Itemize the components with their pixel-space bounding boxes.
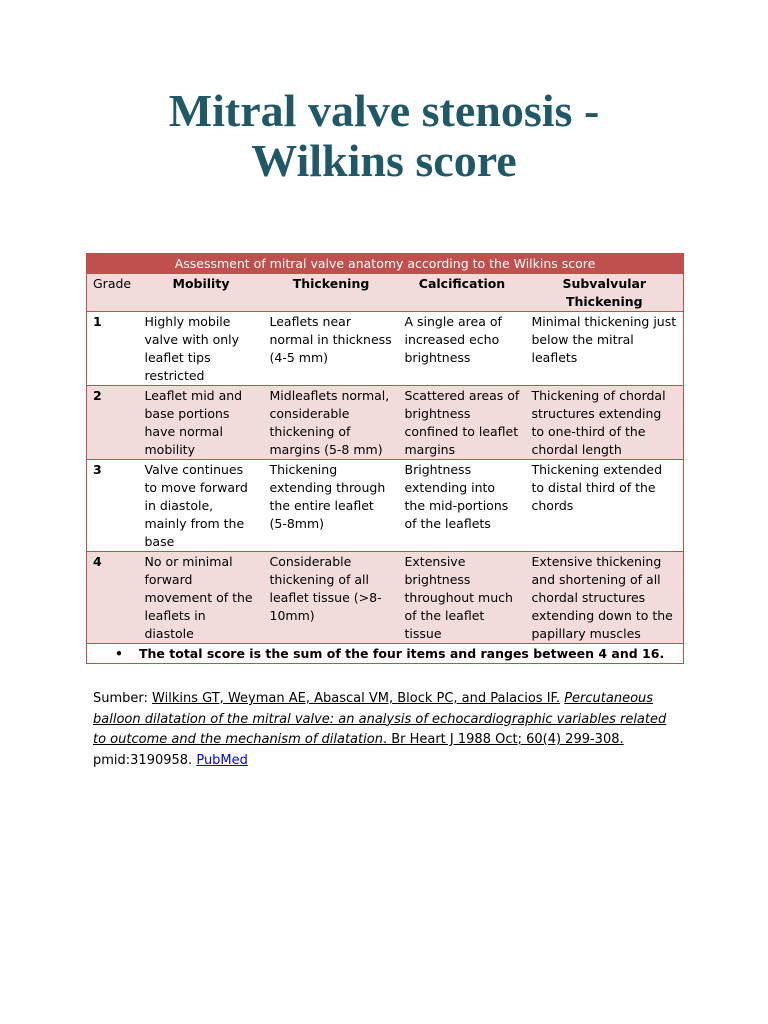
table-note-row xyxy=(87,644,684,664)
grade-cell: 4 xyxy=(87,552,139,644)
source-authors: Wilkins GT, Weyman AE, Abascal VM, Block PC, and Palacios IF. xyxy=(152,691,561,706)
source-citation xyxy=(93,689,683,771)
thickening-cell: Considerable thickening of all leaflet tissue (>8-10mm) xyxy=(264,552,399,644)
column-header-thickening: Thickening xyxy=(264,274,399,312)
calcification-cell: A single area of increased echo brightness xyxy=(399,312,526,386)
grade-cell: 3 xyxy=(87,460,139,552)
wilkins-score-table xyxy=(86,253,684,664)
thickening-cell: Midleaflets normal, considerable thickening of margins (5-8 mm) xyxy=(264,386,399,460)
subvalvular-cell: Minimal thickening just below the mitral leaflets xyxy=(526,312,684,386)
source-pmid: pmid:3190958. xyxy=(93,752,197,768)
mobility-cell: Leaflet mid and base portions have normal mobility xyxy=(139,386,264,460)
column-header-subvalvular: Subvalvular Thickening xyxy=(526,274,684,312)
table-row-grade-1 xyxy=(87,312,684,386)
total-score-note-text: The total score is the sum of the four items and ranges between 4 and 16. xyxy=(139,646,665,661)
pubmed-link[interactable]: PubMed xyxy=(196,752,248,768)
total-score-note xyxy=(87,644,684,664)
table-row-grade-3 xyxy=(87,460,684,552)
page-title xyxy=(0,86,768,186)
calcification-cell: Brightness extending into the mid-portions of the leaflets xyxy=(399,460,526,552)
mobility-cell: No or minimal forward movement of the leaflets in diastole xyxy=(139,552,264,644)
source-prefix: Sumber: xyxy=(93,691,153,706)
column-header-mobility: Mobility xyxy=(139,274,264,312)
table-row-grade-2 xyxy=(87,386,684,460)
table-header-row xyxy=(87,274,684,312)
table-caption: Assessment of mitral valve anatomy according to the Wilkins score xyxy=(87,254,684,274)
source-article-title: Percutaneous balloon dilatation of the mitral valve: an analysis of echocardiographic variables related to outcome and the mechanism of dilatation xyxy=(93,691,667,747)
subvalvular-cell: Extensive thickening and shortening of all chordal structures extending down to the papillary muscles xyxy=(526,552,684,644)
calcification-cell: Scattered areas of brightness confined to leaflet margins xyxy=(399,386,526,460)
page-title-line-2: Wilkins score xyxy=(251,135,517,186)
mobility-cell: Highly mobile valve with only leaflet tips restricted xyxy=(139,312,264,386)
source-journal: . Br Heart J 1988 Oct; 60(4) 299-308. xyxy=(382,732,624,747)
page-title-line-1: Mitral valve stenosis - xyxy=(168,85,600,136)
thickening-cell: Thickening extending through the entire leaflet (5-8mm) xyxy=(264,460,399,552)
subvalvular-cell: Thickening extended to distal third of the chords xyxy=(526,460,684,552)
table-row-grade-4 xyxy=(87,552,684,644)
thickening-cell: Leaflets near normal in thickness (4-5 mm) xyxy=(264,312,399,386)
column-header-grade: Grade xyxy=(87,274,139,312)
column-header-calcification: Calcification xyxy=(399,274,526,312)
grade-cell: 1 xyxy=(87,312,139,386)
bullet-icon: • xyxy=(115,646,123,661)
subvalvular-cell: Thickening of chordal structures extending to one-third of the chordal length xyxy=(526,386,684,460)
table-caption-row xyxy=(87,254,684,274)
grade-cell: 2 xyxy=(87,386,139,460)
calcification-cell: Extensive brightness throughout much of the leaflet tissue xyxy=(399,552,526,644)
mobility-cell: Valve continues to move forward in diastole, mainly from the base xyxy=(139,460,264,552)
